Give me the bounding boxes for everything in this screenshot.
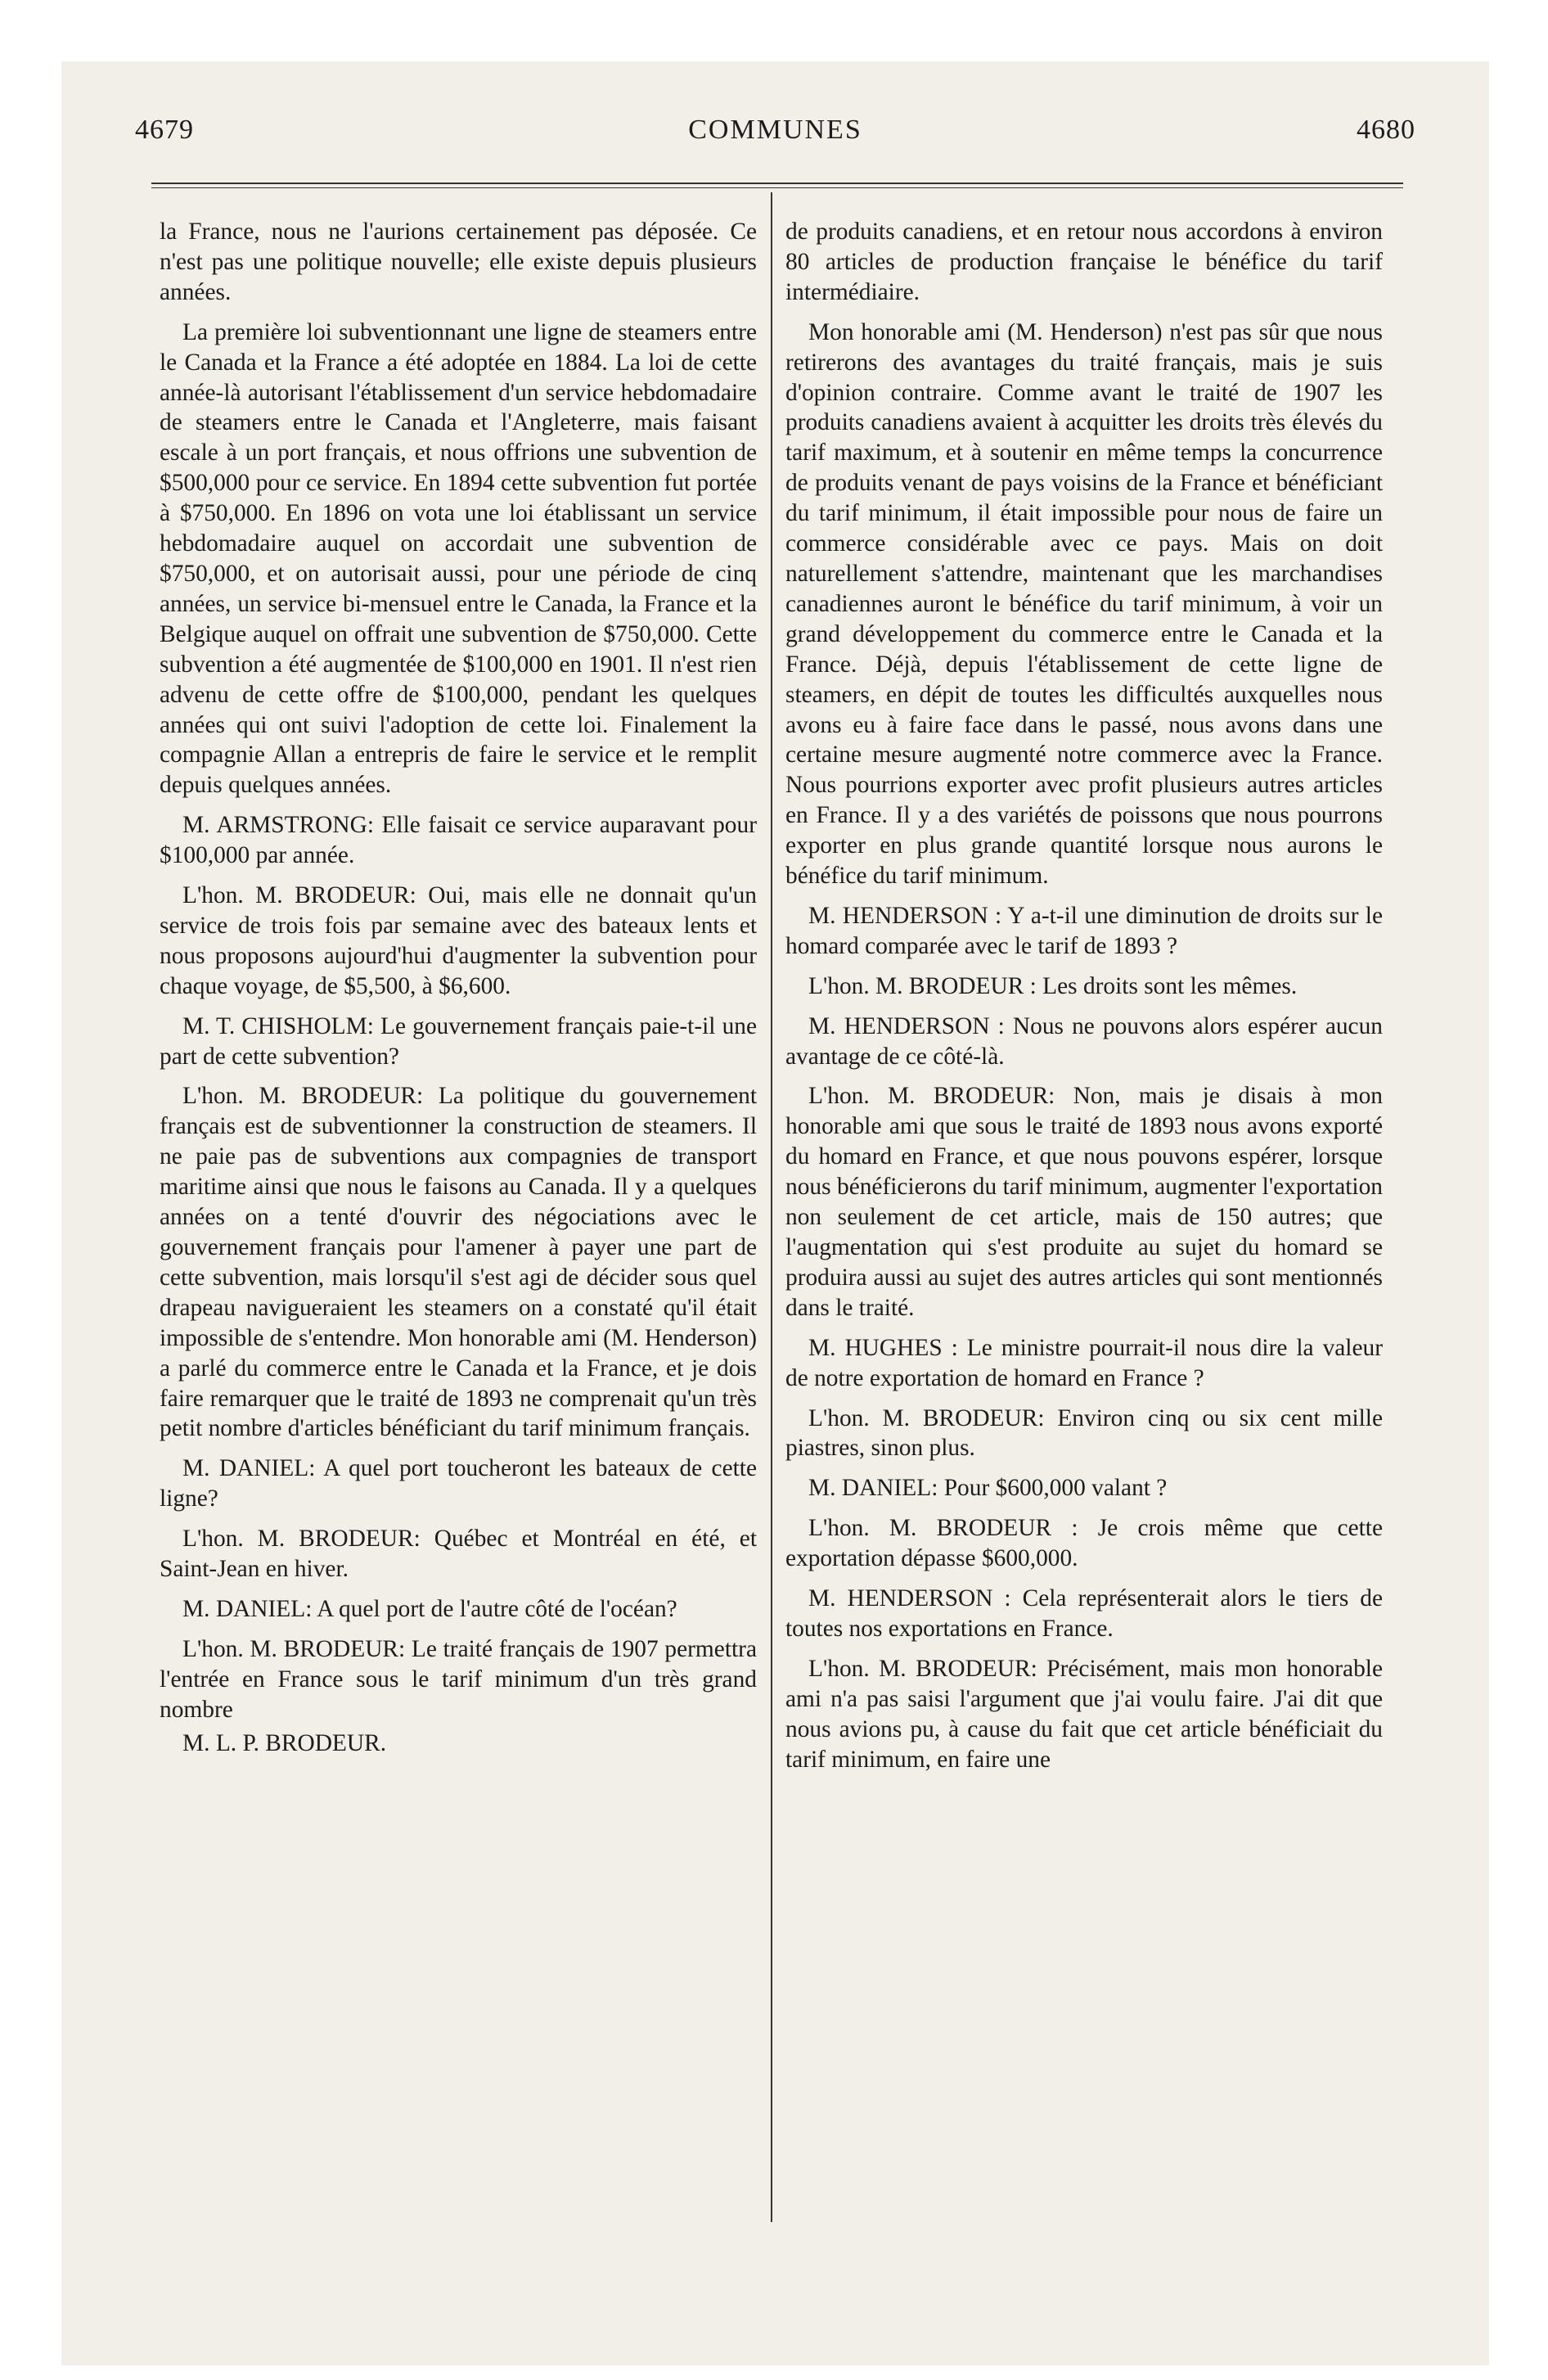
paragraph: La première loi subventionnant une ligne de steamers entre le Canada et la France a été adoptée en 1884. La loi de cette année-là autorisant l'établissement d'un service hebdomadaire de steamers entre le Canada et l'Angleterre, mais faisant escale à un port français, et nous offrions une subvention de $500,000 pour ce service. En 1894 cette subvention fut portée à $750,000. En 1896 on vota une loi établissant un service hebdomadaire auquel on accordait une subvention de $750,000, et on autorisait aussi, pour une période de cinq années, un service bi-mensuel entre le Canada, la France et la Belgique auquel on offrait une subvention de $750,000. Cette subvention a été augmentée de $100,000 en 1901. Il n'est rien advenu de cette offre de $100,000, pendant les quelques années qui ont suivi l'adoption de cette loi. Finalement la compagnie Allan a entrepris de faire le service et le remplit depuis quelques années. [160,318,757,799]
paragraph: Mon honorable ami (M. Henderson) n'est pas sûr que nous retirerons des avantages du traité français, mais je suis d'opinion contraire. Comme avant le traité de 1907 les produits canadiens avaient à acquitter les droits très élevés du tarif maximum, et à soutenir en même temps la concurrence de produits venant de pays voisins de la France et bénéficiant du tarif minimum, il était impossible pour nous de faire un commerce considérable avec ce pays. Mais on doit naturellement s'attendre, maintenant que les marchandises canadiennes auront le bénéfice du tarif minimum, à voir un grand développement du commerce entre le Canada et la France. Déjà, depuis l'établissement de cette ligne de steamers, en dépit de toutes les difficultés auxquelles nous avons eu à faire face dans le passé, nous avons dans une certaine mesure augmenté notre commerce avec la France. Nous pourrions exporter avec profit plusieurs autres articles en France. Il y a des variétés de poissons que nous pourrons exporter en plus grande quantité lorsque nous aurons le bénéfice du tarif minimum. [785,318,1383,890]
left-column [160,217,757,1769]
paragraph: de produits canadiens, et en retour nous accordons à environ 80 articles de production française le bénéfice du tarif intermédiaire. [785,219,1383,305]
column-separator [771,192,772,2222]
paragraph: L'hon. M. BRODEUR: La politique du gouvernement français est de subventionner la construction de steamers. Il ne paie pas de subventions aux compagnies de transport maritime ainsi que nous le faisons au Canada. Il y a quelques années on a tenté d'ouvrir des négociations avec le gouvernement français pour l'amener à payer une part de cette subvention, mais lorsqu'il s'est agi de décider sous quel drapeau navigueraient les steamers on a constaté qu'il était impossible de s'entendre. Mon honorable ami (M. Henderson) a parlé du commerce entre le Canada et la France, et je dois faire remarquer que le traité de 1893 ne comprenait qu'un très petit nombre d'articles bénéficiant du tarif minimum français. [160,1083,757,1442]
signature-line: M. L. P. BRODEUR. [182,1729,387,1756]
page-header [61,115,1489,164]
header-rule [151,183,1403,188]
running-title: COMMUNES [688,115,862,145]
paragraph: L'hon. M. BRODEUR: Environ cinq ou six cent mille piastres, sinon plus. [785,1404,1383,1462]
paragraph: L'hon. M. BRODEUR: Non, mais je disais à mon honorable ami que sous le traité de 1893 nous avons exporté du homard en France, et que nous pouvons espérer, lorsque nous bénéficierons du tarif minimum, augmenter l'exportation non seulement de cet article, mais de 150 autres; que l'augmentation qui s'est produite au sujet du homard se produira aussi au sujet des autres articles qui sont mentionnés dans le traité. [785,1083,1383,1321]
paragraph: L'hon. M. BRODEUR : Les droits sont les mêmes. [808,972,1298,999]
paragraph: M. HENDERSON : Cela représenterait alors le tiers de toutes nos exportations en France. [785,1585,1383,1642]
right-column [785,217,1383,1785]
paragraph: M. HENDERSON : Nous ne pouvons alors espérer aucun avantage de ce côté-là. [785,1012,1383,1070]
paragraph: L'hon. M. BRODEUR : Je crois même que cette exportation dépasse $600,000. [785,1515,1383,1572]
paragraph: la France, nous ne l'aurions certainement pas déposée. Ce n'est pas une politique nouvelle; elle existe depuis plusieurs années. [160,219,757,305]
paragraph: M. DANIEL: Pour $600,000 valant ? [808,1475,1168,1502]
page-number-right: 4680 [1357,115,1415,145]
paragraph: M. T. CHISHOLM: Le gouvernement français paie-t-il une part de cette subvention? [160,1012,757,1070]
paragraph: M. DANIEL: A quel port de l'autre côté de l'océan? [182,1595,677,1622]
paragraph: M. ARMSTRONG: Elle faisait ce service auparavant pour $100,000 par année. [160,812,757,869]
scanned-page [61,61,1489,2365]
paragraph: M. HUGHES : Le ministre pourrait-il nous dire la valeur de notre exportation de homard en France ? [785,1334,1383,1391]
paragraph: L'hon. M. BRODEUR: Oui, mais elle ne donnait qu'un service de trois fois par semaine avec des bateaux lents et nous proposons aujourd'hui d'augmenter la subvention pour chaque voyage, de $5,500, à $6,600. [160,882,757,999]
paragraph: L'hon. M. BRODEUR: Le traité français de 1907 permettra l'entrée en France sous le tarif minimum d'un très grand nombre [160,1635,757,1723]
page-number-left: 4679 [135,115,194,145]
paragraph: M. HENDERSON : Y a-t-il une diminution de droits sur le homard comparée avec le tarif de 1893 ? [785,902,1383,959]
paragraph: L'hon. M. BRODEUR: Précisément, mais mon honorable ami n'a pas saisi l'argument que j'ai voulu faire. J'ai dit que nous avions pu, à cause du fait que cet article bénéficiait du tarif minimum, en faire une [785,1655,1383,1773]
paragraph: L'hon. M. BRODEUR: Québec et Montréal en été, et Saint-Jean en hiver. [160,1526,757,1583]
paragraph: M. DANIEL: A quel port toucheront les bateaux de cette ligne? [160,1455,757,1512]
